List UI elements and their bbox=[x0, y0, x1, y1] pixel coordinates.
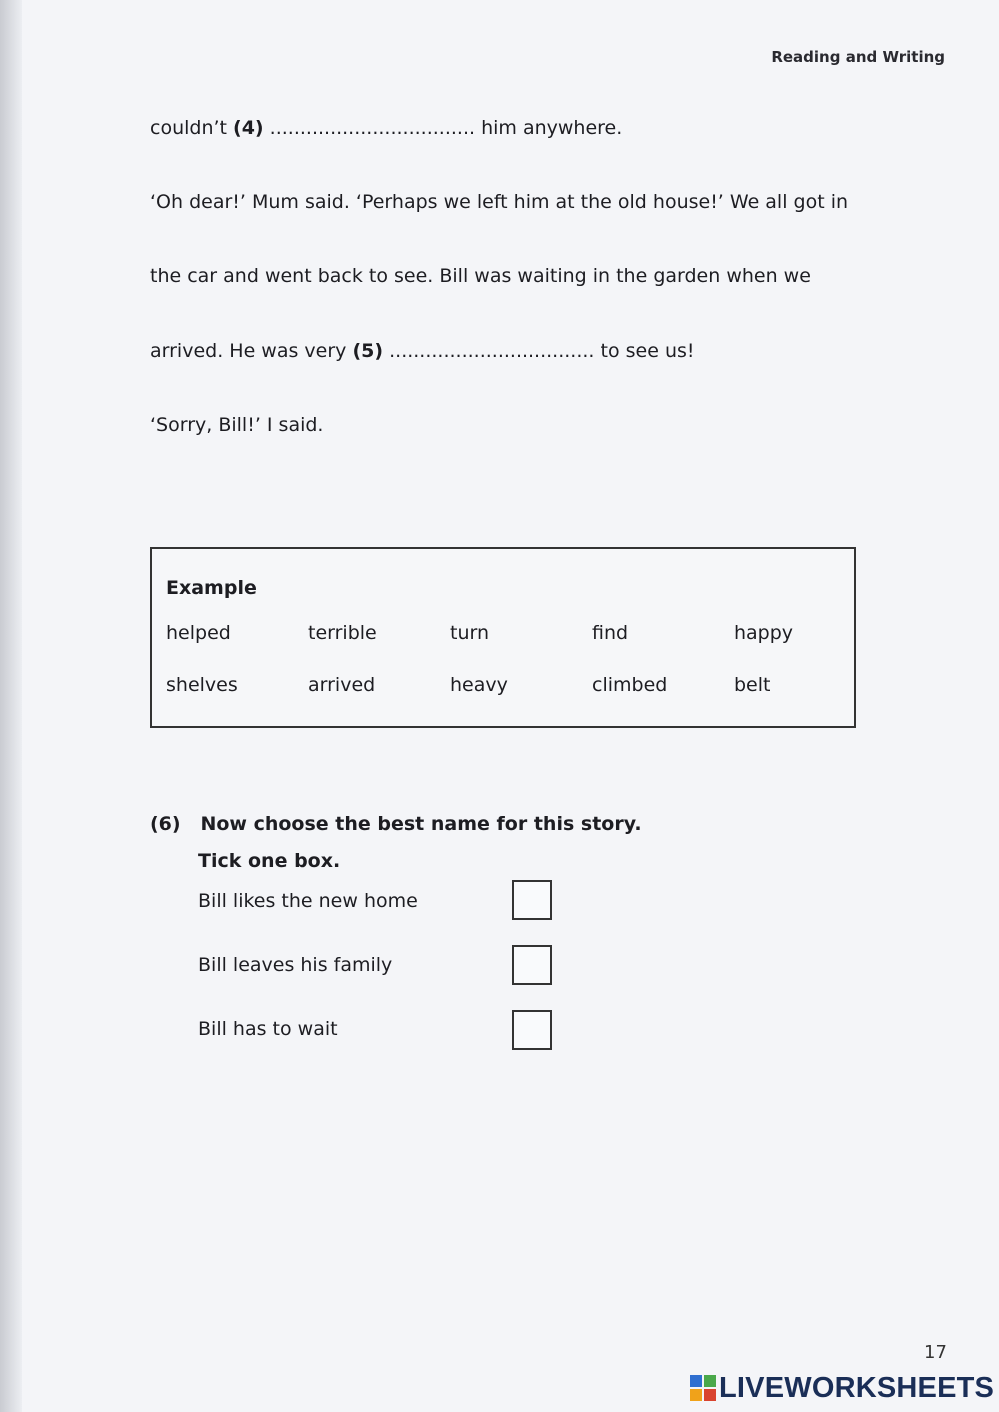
story-line-4 bbox=[150, 340, 695, 362]
word-bank-title: Example bbox=[166, 577, 257, 599]
answer-blank-4[interactable]: .................................. bbox=[269, 117, 476, 139]
liveworksheets-logo-icon bbox=[690, 1375, 716, 1401]
question-6-instruction: Tick one box. bbox=[198, 850, 341, 872]
option-label-2: Bill leaves his family bbox=[198, 954, 393, 976]
question-6-prompt: Now choose the best name for this story. bbox=[200, 813, 642, 835]
word-option[interactable]: happy bbox=[734, 622, 794, 644]
word-bank-box bbox=[150, 547, 856, 728]
story-text: arrived. He was very bbox=[150, 340, 347, 362]
word-option[interactable]: climbed bbox=[592, 674, 668, 696]
section-header: Reading and Writing bbox=[771, 48, 945, 66]
story-line-2: ‘Oh dear!’ Mum said. ‘Perhaps we left him at the old house!’ We all got in bbox=[150, 191, 849, 213]
tick-box-1[interactable] bbox=[512, 880, 552, 920]
word-option[interactable]: belt bbox=[734, 674, 771, 696]
tick-box-3[interactable] bbox=[512, 1010, 552, 1050]
word-option[interactable]: find bbox=[592, 622, 629, 644]
tick-box-2[interactable] bbox=[512, 945, 552, 985]
word-option[interactable]: terrible bbox=[308, 622, 377, 644]
word-option[interactable]: heavy bbox=[450, 674, 508, 696]
question-number-4: (4) bbox=[233, 117, 264, 139]
story-text: couldn’t bbox=[150, 117, 227, 139]
brand-name: LIVEWORKSHEETS bbox=[719, 1371, 995, 1404]
answer-blank-5[interactable]: .................................. bbox=[389, 340, 595, 362]
page-gutter-shadow bbox=[0, 0, 22, 1412]
question-number-5: (5) bbox=[352, 340, 384, 362]
page-number: 17 bbox=[924, 1342, 947, 1363]
story-line-1 bbox=[150, 117, 622, 139]
option-label-1: Bill likes the new home bbox=[198, 890, 418, 912]
liveworksheets-brand bbox=[690, 1371, 994, 1405]
story-text: to see us! bbox=[600, 340, 695, 362]
word-option[interactable]: turn bbox=[450, 622, 490, 644]
word-option[interactable]: arrived bbox=[308, 674, 376, 696]
story-text: him anywhere. bbox=[481, 117, 623, 139]
option-label-3: Bill has to wait bbox=[198, 1018, 338, 1040]
question-number-6: (6) bbox=[150, 813, 181, 835]
story-line-3: the car and went back to see. Bill was waiting in the garden when we bbox=[150, 265, 811, 287]
word-option[interactable]: shelves bbox=[166, 674, 238, 696]
story-line-5: ‘Sorry, Bill!’ I said. bbox=[150, 414, 324, 436]
question-6-title bbox=[150, 813, 642, 835]
word-option[interactable]: helped bbox=[166, 622, 231, 644]
